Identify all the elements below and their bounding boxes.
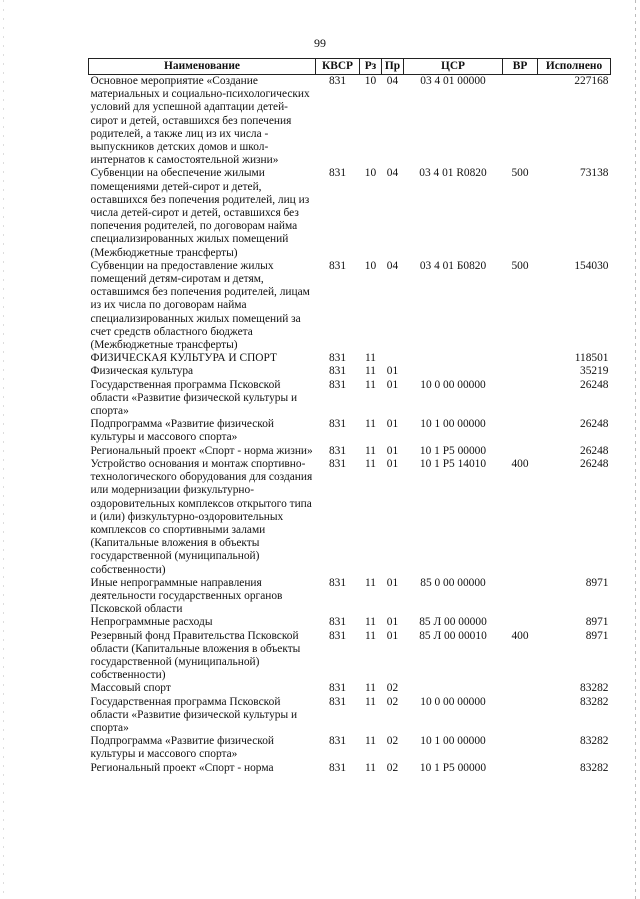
row-name: Резервный фонд Правительства Псковской области (Капитальные вложения в объекты государственной (муниципальной) собственности) [90,629,301,682]
row-rz: 10 [364,259,377,272]
row-csr: 85 0 00 00000 [420,576,486,589]
row-pr: 01 [386,576,399,589]
row-vr [503,735,538,761]
row-csr: 03 4 01 R0820 [419,167,487,180]
row-pr: 01 [386,418,399,431]
table-row [89,616,611,629]
table-row [89,682,611,695]
row-kvsr: 831 [328,167,347,180]
table-row [89,762,611,775]
row-kvsr: 831 [328,259,347,272]
row-pr [382,352,404,365]
row-vr: 400 [511,457,529,470]
row-pr: 02 [386,682,399,695]
row-vr [503,365,538,378]
row-vr [503,762,538,775]
row-amount: 227168 [574,75,609,87]
row-rz: 10 [364,75,377,87]
row-rz: 11 [365,457,376,470]
row-amount: 73138 [580,167,609,180]
row-rz: 10 [364,167,377,180]
row-amount: 83282 [580,735,609,748]
row-kvsr: 831 [328,629,347,642]
table-row [89,577,611,617]
row-name: Основное мероприятие «Создание материальных и социально-психологических условий для успешной адаптации детей-сирот и детей, оставшихся без попечения родителей, а также лиц из их числа - выпускников детских домов и школ-интернатов к самостоятельной жизни» [90,75,310,167]
row-kvsr: 831 [328,418,347,431]
page-number: 99 [314,36,326,50]
row-csr: 03 4 01 00000 [420,75,486,87]
row-pr: 01 [386,629,399,642]
row-rz: 11 [365,629,376,642]
row-pr: 04 [386,75,399,87]
row-amount: 83282 [580,695,609,708]
row-csr: 85 Л 00 00010 [419,629,487,642]
row-csr: 10 1 P5 00000 [419,761,487,774]
row-kvsr: 831 [328,75,347,87]
row-name: Государственная программа Псковской области «Развитие физической культуры и спорта» [90,695,298,734]
row-kvsr: 831 [328,378,347,391]
row-rz: 11 [365,576,376,589]
scan-edge-left [3,0,4,899]
row-csr: 03 4 01 Б0820 [419,259,487,272]
row-rz: 11 [365,352,376,365]
row-csr [404,682,503,695]
row-kvsr: 831 [328,444,347,457]
row-csr: 10 0 00 00000 [420,378,486,391]
table-row [89,167,611,259]
table-row [89,735,611,761]
row-vr [503,352,538,365]
table-row [89,458,611,577]
row-vr [503,577,538,617]
row-vr [503,616,538,629]
row-name: Субвенции на обеспечение жилыми помещениями детей-сирот и детей, оставшихся без попечения родителей, лиц из числа детей-сирот и детей, оставшихся без попечения родителей, по договорам найма специализированных жилых помещений (Межбюджетные трансферты) [90,167,310,259]
row-vr [503,418,538,444]
row-vr [503,696,538,736]
row-csr [404,365,503,378]
row-pr: 01 [386,457,399,470]
row-vr [503,682,538,695]
row-kvsr: 831 [328,682,347,695]
table-row [89,365,611,378]
row-vr [503,445,538,458]
row-amount: 26248 [580,378,609,391]
row-csr: 10 1 00 00000 [420,735,486,748]
row-pr: 01 [386,616,399,629]
row-pr: 01 [386,365,399,378]
row-csr: 85 Л 00 00000 [419,616,487,629]
row-csr [404,352,503,365]
row-rz: 11 [365,735,376,748]
row-vr [503,379,538,419]
row-name: ФИЗИЧЕСКАЯ КУЛЬТУРА И СПОРТ [90,352,277,365]
row-amount: 154030 [574,259,609,272]
table-row [89,260,611,352]
row-name: Субвенции на предоставление жилых помещений детям-сиротам и детям, оставшимся без попечения родителей, лицам из их числа по договорам найма специализированных жилых помещений за счет средств областного бюджета (Межбюджетные трансферты) [90,259,310,352]
row-amount: 8971 [585,616,609,629]
row-rz: 11 [365,616,376,629]
row-csr: 10 1 P5 14010 [419,457,487,470]
header-vr: ВР [503,59,538,75]
row-kvsr: 831 [328,576,347,589]
row-name: Непрограммные расходы [90,616,213,629]
table-row [89,352,611,365]
row-vr [503,75,538,168]
budget-table [88,58,611,775]
row-csr: 10 0 00 00000 [420,695,486,708]
row-amount: 26248 [580,418,609,431]
row-kvsr: 831 [328,761,347,774]
row-rz: 11 [365,444,376,457]
table-row [89,418,611,444]
scan-edge-right [635,0,636,899]
row-kvsr: 831 [328,352,347,365]
row-amount: 8971 [585,576,609,589]
row-name: Физическая культура [90,365,194,378]
row-amount: 26248 [580,457,609,470]
row-name: Региональный проект «Спорт - норма [90,761,274,774]
header-amount: Исполнено [538,59,611,75]
row-pr: 04 [386,259,399,272]
row-rz: 11 [365,365,376,378]
row-vr: 400 [511,629,529,642]
row-name: Государственная программа Псковской области «Развитие физической культуры и спорта» [90,378,298,418]
row-name: Региональный проект «Спорт - норма жизни» [90,444,313,457]
row-kvsr: 831 [328,365,347,378]
table-row [89,379,611,419]
row-csr: 10 1 00 00000 [420,418,486,431]
row-pr: 04 [386,167,399,180]
row-amount: 8971 [585,629,609,642]
row-pr: 01 [386,378,399,391]
row-amount: 118501 [574,352,609,365]
row-vr: 500 [511,167,529,180]
row-pr: 01 [386,444,399,457]
row-rz: 11 [365,378,376,391]
row-rz: 11 [365,418,376,431]
row-pr: 02 [386,695,399,708]
row-name: Подпрограмма «Развитие физической культуры и массового спорта» [90,418,275,444]
header-name: Наименование [89,59,316,75]
row-kvsr: 831 [328,616,347,629]
row-kvsr: 831 [328,695,347,708]
row-amount: 35219 [580,365,609,378]
row-rz: 11 [365,682,376,695]
row-name: Массовый спорт [90,682,171,695]
row-rz: 11 [365,761,376,774]
table-row [89,696,611,736]
table-header-row [89,59,611,75]
row-pr: 02 [386,761,399,774]
header-pr: Пр [382,59,404,75]
row-pr: 02 [386,735,399,748]
row-amount: 26248 [580,444,609,457]
header-rz: Рз [360,59,382,75]
row-name: Устройство основания и монтаж спортивно-технологического оборудования для создания или модернизации физкультурно-оздоровительных комплексов открытого типа и (или) физкультурно-оздоровительных комплексов со спортивными залами (Капитальные вложения в объекты государственной (муниципальной) собственности) [90,457,313,576]
header-kvsr: КВСР [316,59,360,75]
row-vr: 500 [511,259,529,272]
table-row [89,75,611,168]
table-row [89,630,611,683]
row-kvsr: 831 [328,457,347,470]
row-csr: 10 1 P5 00000 [419,444,487,457]
header-csr: ЦСР [404,59,503,75]
row-amount: 83282 [580,682,609,695]
table-row [89,445,611,458]
row-name: Подпрограмма «Развитие физической культуры и массового спорта» [90,735,275,761]
row-name: Иные непрограммные направления деятельности государственных органов Псковской области [90,576,283,616]
row-amount: 83282 [580,761,609,774]
row-kvsr: 831 [328,735,347,748]
row-rz: 11 [365,695,376,708]
